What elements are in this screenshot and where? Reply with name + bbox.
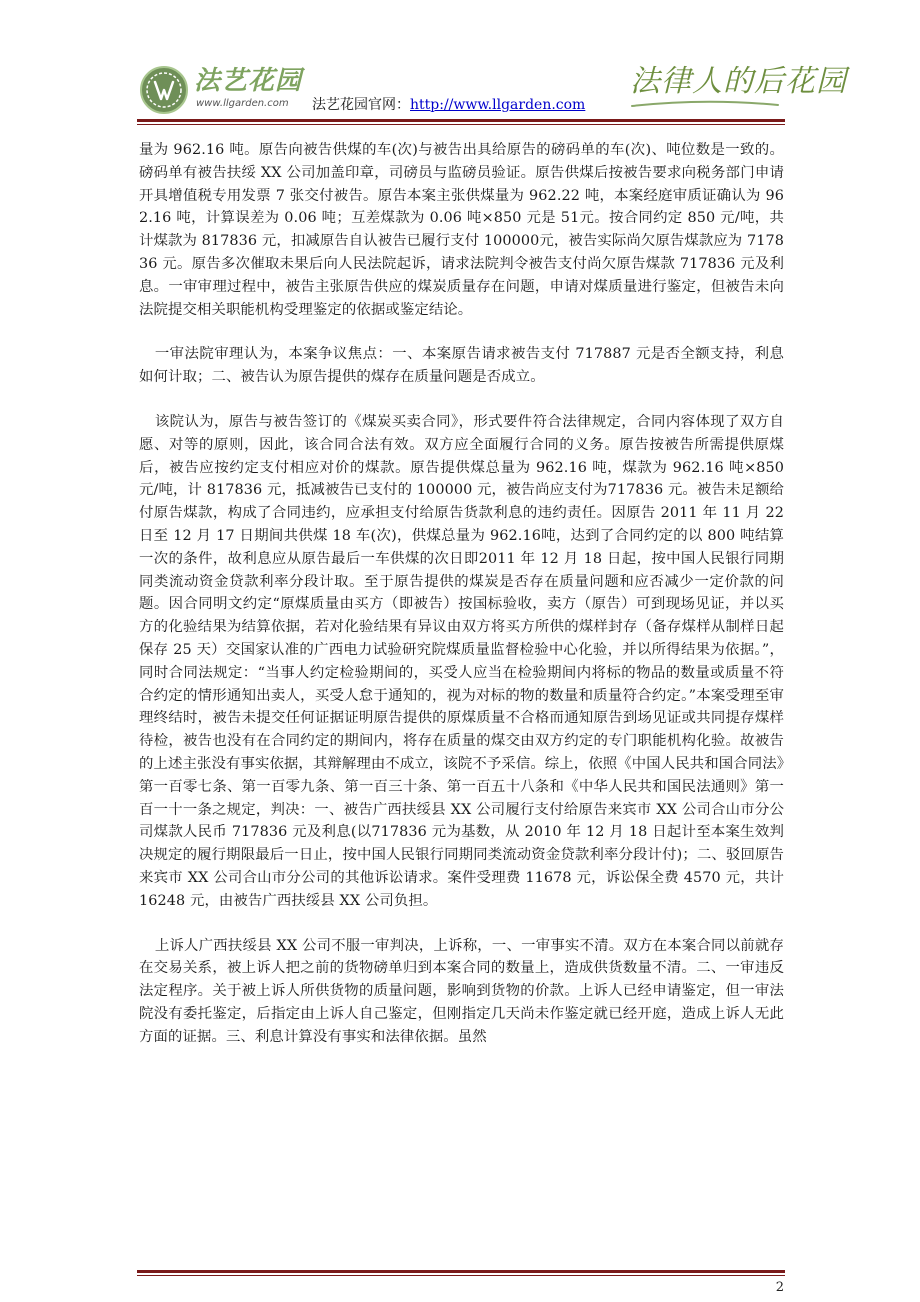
page-header	[0, 0, 920, 126]
paragraph-1: 量为 962.16 吨。原告向被告供煤的车(次)与被告出具给原告的磅码单的车(次)、吨位数是一致的。磅码单有被告扶绥 XX 公司加盖印章，司磅员与监磅员验证。原告供煤后按被告要求向税务部门申请开具增值税专用发票 7 张交付被告。原告本案主张供煤量为 962.22 吨，本案经庭审质证确认为 962.16 吨，计算误差为 0.06 吨；互差煤款为 0.06 吨×850 元是 51元。按合同约定 850 元/吨，共计煤款为 817836 元，扣减原告自认被告已履行支付 100000元，被告实际尚欠原告煤款应为 717836 元。原告多次催取未果后向人民法院起诉，请求法院判令被告支付尚欠原告煤款 717836 元及利息。一审审理过程中，被告主张原告供应的煤炭质量存在问题，申请对煤质量进行鉴定，但被告未向法院提交相关职能机构受理鉴定的依据或鉴定结论。	[139, 142, 784, 318]
page-number: 2	[775, 1280, 784, 1295]
paragraph-4: 上诉人广西扶绥县 XX 公司不服一审判决，上诉称，一、一审事实不清。双方在本案合同以前就存在交易关系，被上诉人把之前的货物磅单归到本案合同的数量上，造成供货数量不清。二、一审违反法定程序。关于被上诉人所供货物的质量问题，影响到货物的价款。上诉人已经申请鉴定，但一审法院没有委托鉴定，后指定由上诉人自己鉴定，但刚指定几天尚未作鉴定就已经开庭，造成上诉人无此方面的证据。三、利息计算没有事实和法律依据。虽然	[139, 937, 784, 1045]
paragraph-3: 该院认为，原告与被告签订的《煤炭买卖合同》，形式要件符合法律规定，合同内容体现了双方自愿、对等的原则，因此，该合同合法有效。双方应全面履行合同的义务。原告按被告所需提供原煤后，被告应按约定支付相应对价的煤款。原告提供煤总量为 962.16 吨，煤款为 962.16 吨×850 元/吨，计 817836 元，抵减被告已支付的 100000 元，被告尚应支付为717836 元。被告未足额给付原告煤款，构成了合同违约，应承担支付给原告货款利息的违约责任。因原告 2011 年 11 月 22 日至 12 月 17 日期间共供煤 18 车(次)，供煤总量为 962.16吨，达到了合同约定的以 800 吨结算一次的条件，故利息应从原告最后一车供煤的次日即2011 年 12 月 18 日起，按中国人民银行同期同类流动资金贷款利率分段计取。至于原告提供的煤炭是否存在质量问题和应否减少一定价款的问题。因合同明文约定“原煤质量由买方（即被告）按国标验收，卖方（原告）可到现场见证，并以买方的化验结果为结算依据，若对化验结果有异议由双方将买方所供的煤样封存（备存煤样从制样日起保存 25 天）交国家认准的广西电力试验研究院煤质量监督检验中心化验，并以所得结果为依据。”，同时合同法规定：“当事人约定检验期间的，买受人应当在检验期间内将标的物品的数量或质量不符合约定的情形通知出卖人，买受人怠于通知的，视为对标的物的数量和质量符合约定。”本案受理至审理终结时，被告未提交任何证据证明原告提供的原煤质量不合格而通知原告到场见证或共同提存煤样待检，被告也没有在合同约定的期间内，将存在质量的煤交由双方约定的专门职能机构化验。故被告的上述主张没有事实依据，其辩解理由不成立，该院不予采信。综上，依照《中国人民共和国合同法》第一百零七条、第一百零九条、第一百三十条、第一百五十八条和《中华人民共和国民法通则》第一百一十一条之规定，判决：一、被告广西扶绥县 XX 公司履行支付给原告来宾市 XX 公司合山市分公司煤款人民币 717836 元及利息(以717836 元为基数，从 2010 年 12 月 18 日起计至本案生效判决规定的履行期限最后一日止，按中国人民银行同期同类流动资金贷款利率分段计付)；二、驳回原告来宾市 XX 公司合山市分公司的其他诉讼请求。案件受理费 11678 元，诉讼保全费 4570 元，共计 16248 元，由被告广西扶绥县 XX 公司负担。	[139, 413, 784, 909]
site-logo[interactable]	[140, 66, 310, 116]
slogan-logo	[630, 62, 847, 110]
header-divider-thin	[137, 124, 785, 125]
site-link[interactable]: http://www.llgarden.com	[410, 97, 586, 113]
slogan-text: 法律人的后花园	[630, 64, 847, 99]
slogan-swoosh-icon	[630, 100, 780, 110]
header-divider	[137, 119, 785, 122]
logo-brand-text: 法艺花园	[194, 66, 303, 96]
document-body	[139, 139, 784, 1070]
footer-divider-thin	[137, 1275, 785, 1276]
footer-divider	[137, 1270, 785, 1273]
site-address	[312, 94, 585, 114]
logo-url-text: www.llgarden.com	[196, 98, 289, 109]
site-address-label: 法艺花园官网：	[312, 97, 410, 113]
paragraph-2: 一审法院审理认为，本案争议焦点：一、本案原告请求被告支付 717887 元是否全额支持，利息如何计取；二、被告认为原告提供的煤存在质量问题是否成立。	[139, 346, 784, 386]
logo-emblem-icon	[140, 66, 188, 114]
